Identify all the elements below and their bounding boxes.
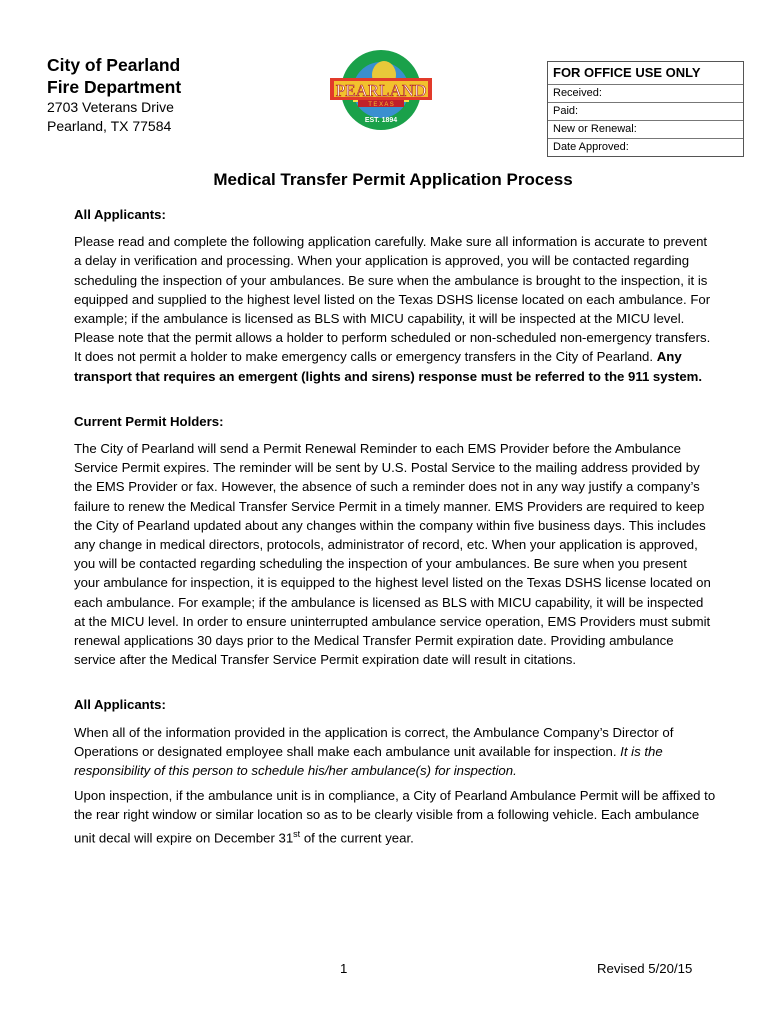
field-received: Received:	[548, 84, 743, 102]
svg-text:T E X A S: T E X A S	[368, 102, 394, 108]
field-paid: Paid:	[548, 102, 743, 120]
office-use-title: FOR OFFICE USE ONLY	[553, 65, 701, 80]
paragraph-text: When all of the information provided in the application is correct, the Ambulance Company’s Director of Operations or designated employee shall make each ambulance unit available for inspection.	[74, 724, 674, 759]
org-name: City of Pearland	[47, 55, 181, 75]
paragraph-text: of the current year.	[300, 830, 414, 846]
page-number: 1	[340, 961, 348, 976]
superscript: st	[293, 828, 301, 839]
logo-text: PEARLAND	[335, 81, 427, 100]
paragraph: The City of Pearland will send a Permit Renewal Reminder to each EMS Provider before the Ambulance Service Permit expires. The reminder will be sent by U.S. Postal Service to the mailing address provided by the EMS Provider or fax. However, the absence of such a reminder does not in any way justify a company’s failure to renew the Medical Transfer Service Permit in a timely manner. EMS Providers are required to keep the City of Pearland updated about any changes within the company within five business days. This includes any change in medical directors, protocols, administrator of record, etc. When your application is approved, you will be contacted regarding scheduling the inspection of your ambulances. Be sure when you present your ambulance for inspection, it is equipped to the highest level listed on the Texas DSHS license located on each ambulance. For example; if the ambulance is licensed as BLS with MICU capability, it will be inspected at the MICU level. In order to ensure uninterrupted ambulance service operation, EMS Providers must submit renewal applications 30 days prior to the Medical Transfer Permit expiration date. Providing ambulance service after the Medical Transfer Service Permit expiration date will result in citations.	[74, 441, 711, 668]
italic-note: It is the responsibility of this person to schedule his/her ambulance(s) for inspection.	[74, 743, 663, 779]
address-line1: 2703 Veterans Drive	[47, 99, 174, 115]
bold-notice: Any transport that requires an emergent (lights and sirens) response must be referred to the 911 system.	[74, 349, 703, 384]
letterhead	[47, 54, 181, 136]
document-title: Medical Transfer Permit Application Process	[213, 170, 573, 189]
section-heading: All Applicants:	[74, 207, 166, 222]
revised-date: Revised 5/20/15	[597, 961, 693, 976]
section-heading: Current Permit Holders:	[74, 413, 224, 429]
section-heading: All Applicants:	[74, 697, 166, 713]
paragraph-text: Please read and complete the following application carefully. Make sure all information is accurate to prevent a delay in verification and processing. When your application is approved, you will be contacted regarding scheduling the inspection of your ambulances. Be sure when the ambulance is brought to the inspection, it is equipped and supplied to the highest level listed on the Texas DSHS license located on each ambulance. For example; if the ambulance is licensed as BLS with MICU capability, it will be inspected at the MICU level. Please note that the permit allows a holder to perform scheduled or non-scheduled non-emergency transfers. It does not permit a holder to make emergency calls or emergency transfers in the City of Pearland.	[74, 234, 711, 365]
field-new-or-renewal: New or Renewal:	[548, 120, 743, 138]
paragraph	[74, 786, 716, 847]
office-use-box	[547, 61, 744, 157]
svg-text:EST. 1894: EST. 1894	[364, 117, 398, 124]
field-date-approved: Date Approved:	[548, 138, 743, 156]
paragraph	[74, 723, 716, 781]
dept-name: Fire Department	[47, 77, 182, 97]
paragraph-text: Upon inspection, if the ambulance unit is in compliance, a City of Pearland Ambulance Permit will be affixed to the rear right window or similar location so as to be clearly visible from a following vehicle. Each ambulance unit decal will expire on December 31	[74, 788, 716, 846]
paragraph	[74, 232, 716, 386]
document-body	[74, 205, 716, 867]
city-seal-logo	[326, 42, 436, 132]
address-line2: Pearland, TX 77584	[47, 118, 172, 134]
